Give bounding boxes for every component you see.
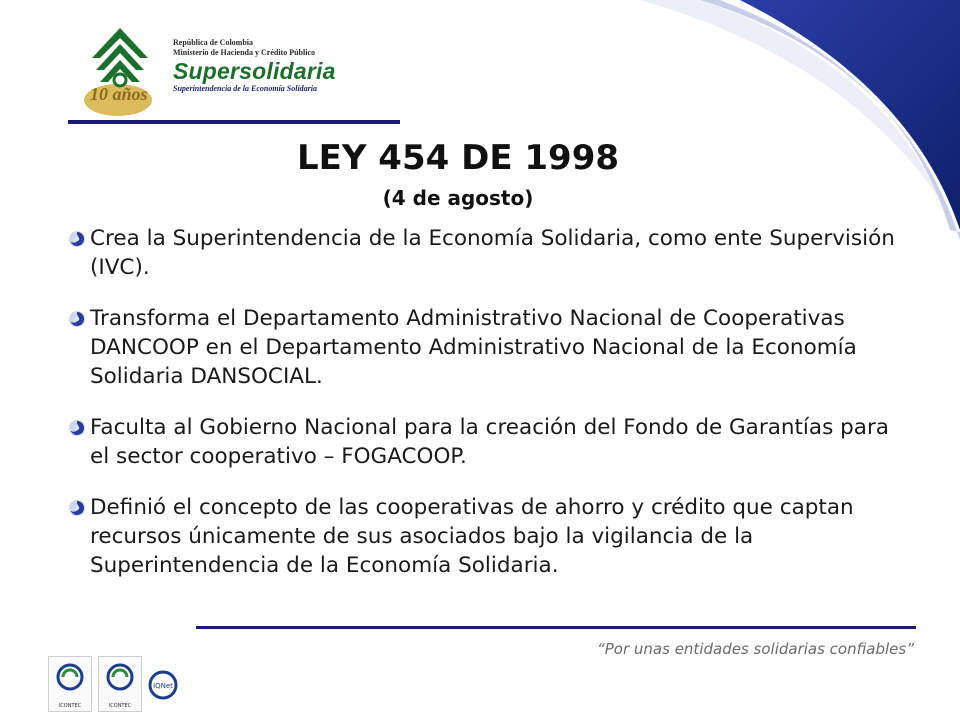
bullet-text: Faculta al Gobierno Nacional para la creación del Fondo de Garantías para el sector cooperativo – FOGACOOP. [90,415,889,469]
list-item [64,493,914,580]
slide-title: LEY 454 DE 1998 [296,138,620,178]
list-item [64,413,914,471]
certification-label: ICONTEC [108,703,132,709]
bullet-list [64,224,914,602]
logo-emblem-icon [78,18,168,123]
certification-seal-icon [99,657,141,697]
bullet-text: Definió el concepto de las cooperativas de ahorro y crédito que captan recursos únicamente de sus asociados bajo la vigilancia de la Superintendencia de la Economía Solidaria. [90,495,854,578]
swirl-bullet-icon [64,230,90,248]
list-item [64,304,914,391]
supersolidaria-logo [78,18,368,123]
logo-line-republica: República de Colombia [173,38,254,47]
certification-badge [98,656,142,712]
logo-brand-name: Supersolidaria [173,58,336,84]
bullet-text: Crea la Superintendencia de la Economía Solidaria, como ente Supervisión (IVC). [90,226,895,280]
swirl-bullet-icon [64,419,90,437]
certification-badge [48,656,92,712]
logo-anniversary: 10 años [90,84,148,104]
bullet-text: Transforma el Departamento Administrativo Nacional de Cooperativas DANCOOP en el Departamento Administrativo Nacional de la Economía Solidaria DANSOCIAL. [90,306,857,389]
swirl-bullet-icon [64,310,90,328]
slide-subtitle: (4 de agosto) [382,186,534,210]
logo-line-ministerio: Ministerio de Hacienda y Crédito Público [173,48,315,57]
list-item [64,224,914,282]
iqnet-label: IQNet [153,682,173,690]
iqnet-seal-icon [148,670,178,700]
top-divider [68,120,400,124]
certification-seal-icon [49,657,91,697]
footer-slogan: “Por unas entidades solidarias confiables” [596,640,914,658]
swirl-bullet-icon [64,499,90,517]
certification-label: ICONTEC [58,703,82,709]
logo-subtitle: Superintendencia de la Economía Solidaria [173,84,318,93]
bottom-divider [196,626,916,629]
certification-badges [48,656,178,712]
